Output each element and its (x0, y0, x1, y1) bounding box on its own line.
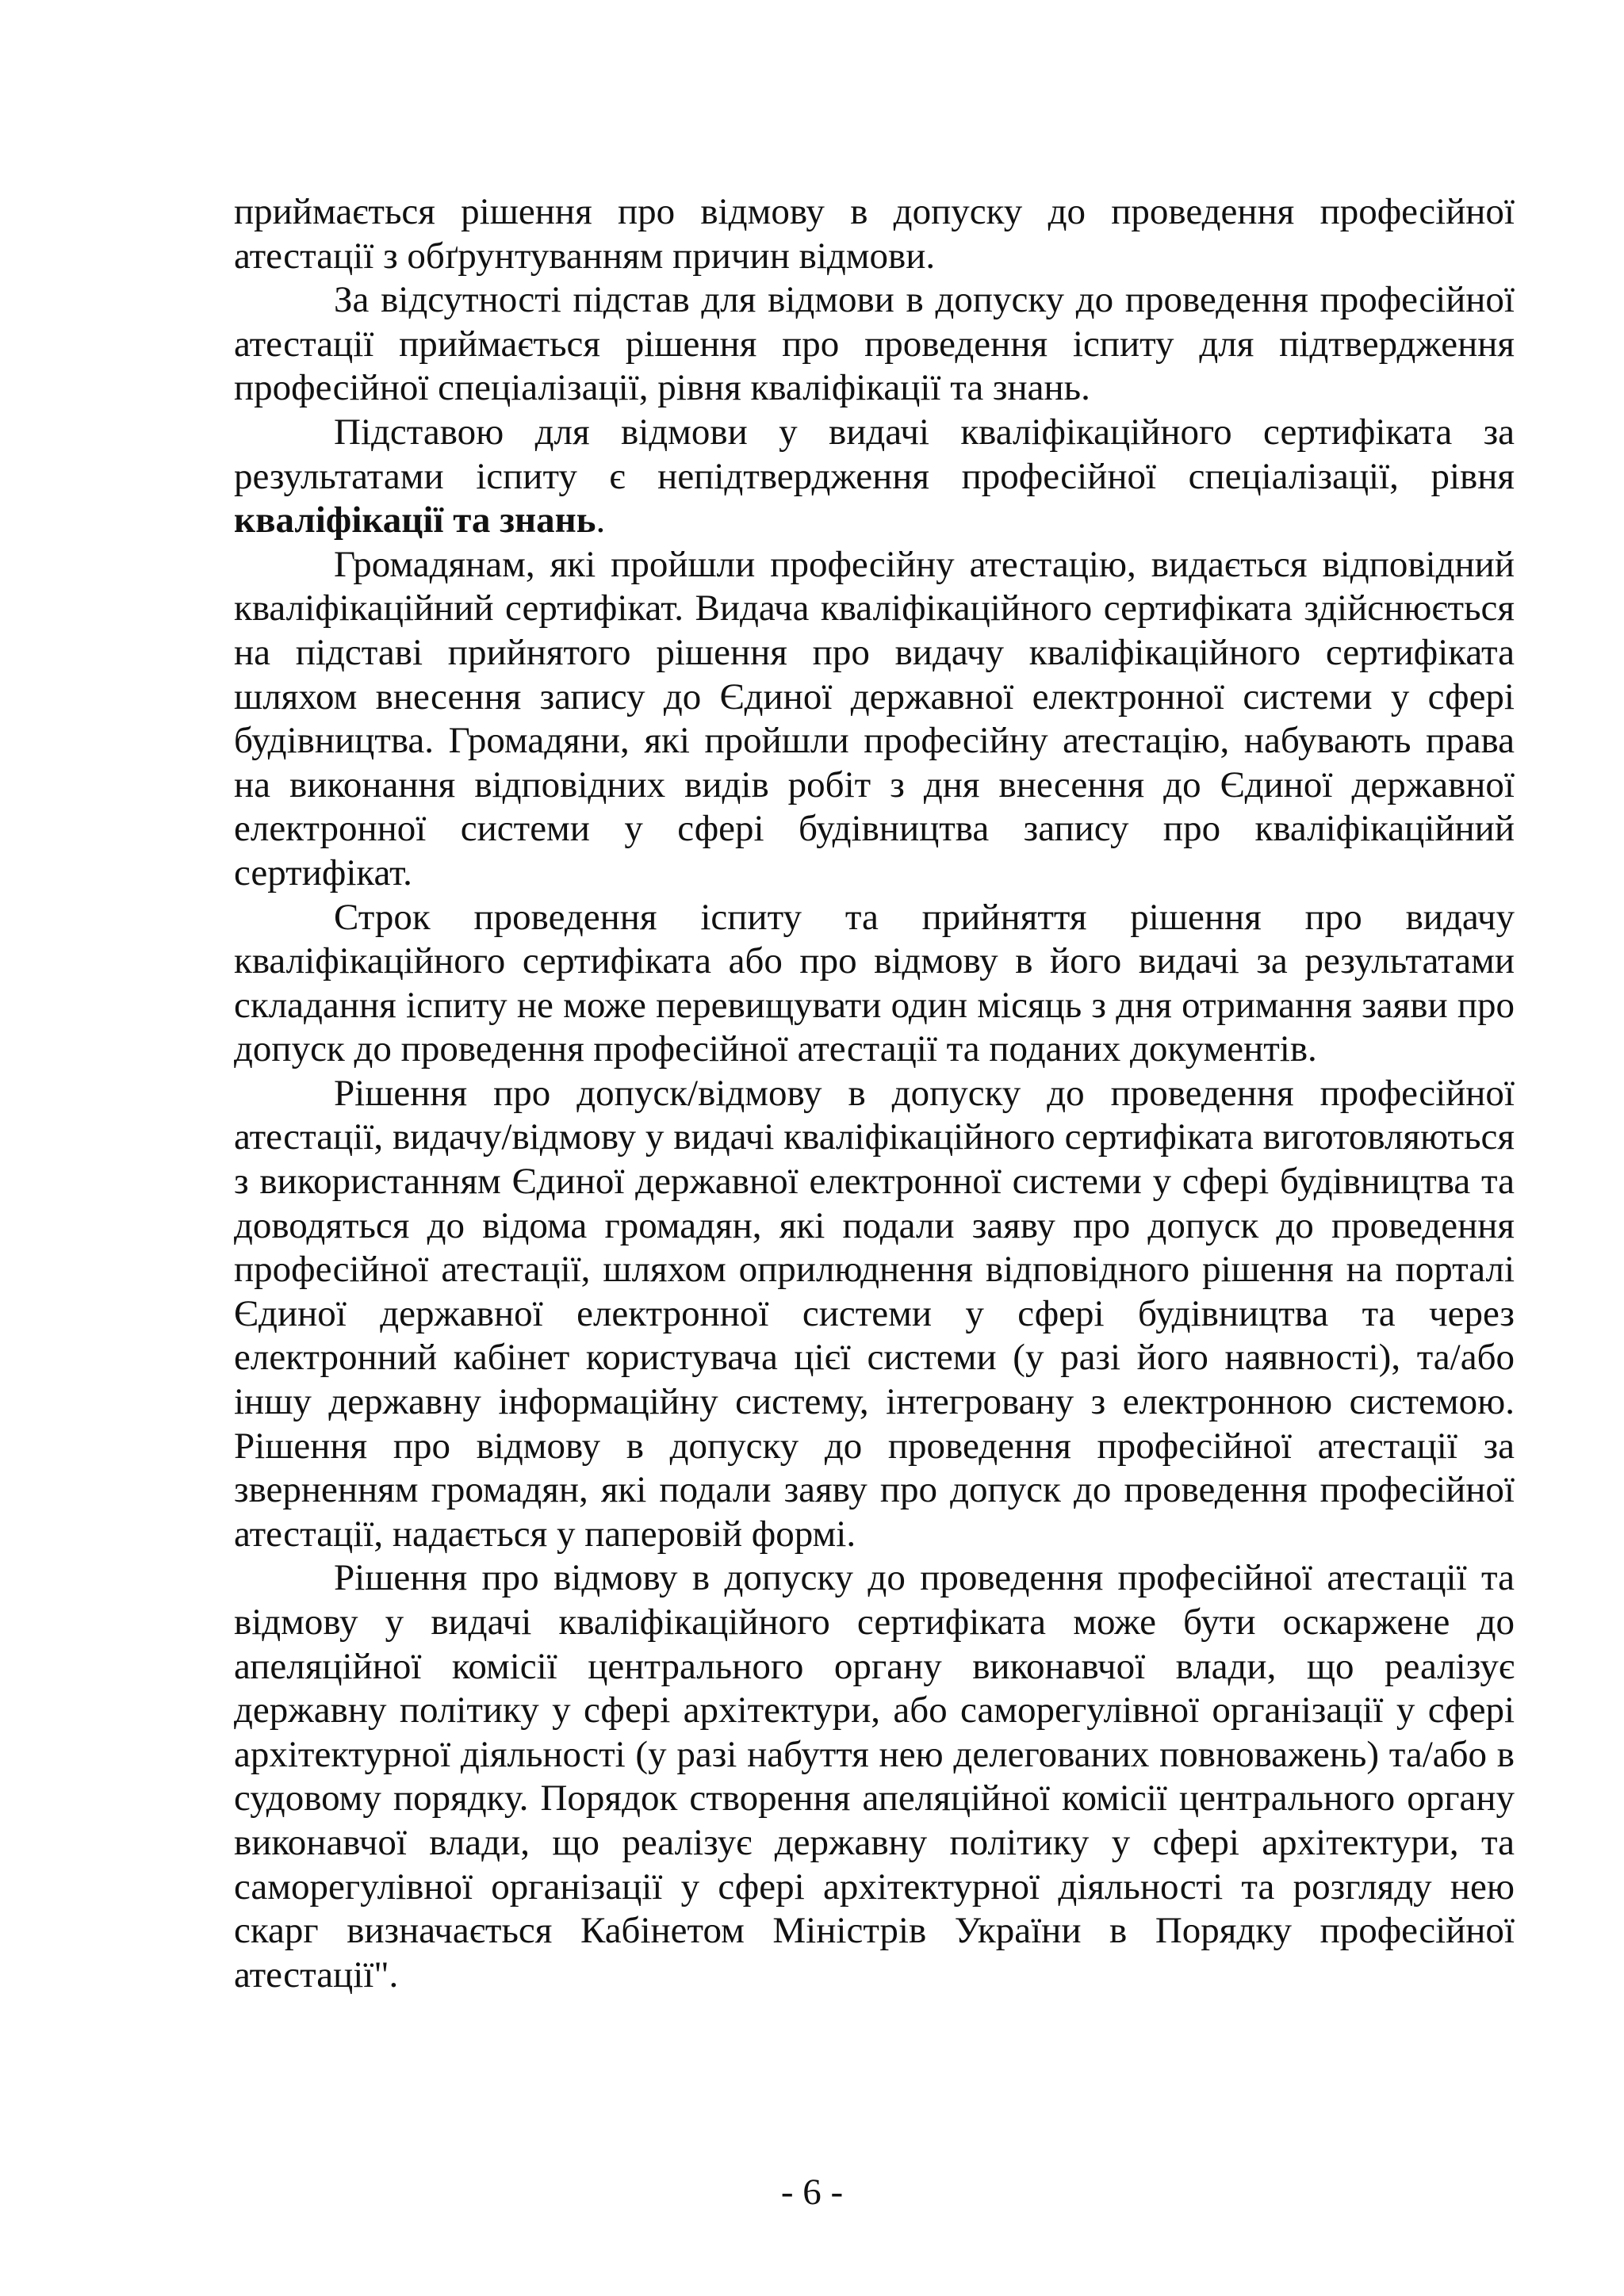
paragraph-3-end: . (596, 499, 606, 541)
paragraph-4: Громадянам, які пройшли професійну атестацію, видається відповідний кваліфікаційний сертифікат. Видача кваліфікаційного сертифіката здійснюється на підставі прийнятого рішення про видачу кваліфікаційного сертифіката шляхом внесення запису до Єдиної державної електронної системи у сфері будівництва. Громадяни, які пройшли професійну атестацію, набувають права на виконання відповідних видів робіт з дня внесення до Єдиної державної електронної системи у сфері будівництва запису про кваліфікаційний сертифікат. (234, 543, 1515, 894)
page-number: - 6 - (780, 2172, 844, 2213)
paragraph-7: Рішення про відмову в допуску до проведення професійної атестації та відмову у видачі кваліфікаційного сертифіката може бути оскаржене до апеляційної комісії центрального органу виконавчої влади, що реалізує державну політику у сфері архітектури, або саморегулівної організації у сфері архітектурної діяльності (у разі набуття нею делегованих повноважень) та/або в судовому порядку. Порядок створення апеляційної комісії центрального органу виконавчої влади, що реалізує державну політику у сфері архітектури, та саморегулівної організації у сфері архітектурної діяльності та розгляду нею скарг визначається Кабінетом Міністрів України в Порядку професійної атестації". (234, 1557, 1515, 1996)
paragraph-3-text: Підставою для відмови у видачі кваліфікаційного сертифіката за результатами іспиту є непідтвердження професійної спеціалізації, рівня (234, 411, 1515, 497)
paragraph-6: Рішення про допуск/відмову в допуску до проведення професійної атестації, видачу/відмову у видачі кваліфікаційного сертифіката виготовляються з використанням Єдиної державної електронної системи у сфері будівництва та доводяться до відома громадян, які подали заяву про допуск до проведення професійної атестації, шляхом оприлюднення відповідного рішення на порталі Єдиної державної електронної системи у сфері будівництва та через електронний кабінет користувача цієї системи (у разі його наявності), та/або іншу державну інформаційну систему, інтегровану з електронною системою. Рішення про відмову в допуску до проведення професійної атестації за зверненням громадян, які подали заяву про допуск до проведення професійної атестації, надається у паперовій формі. (234, 1072, 1515, 1555)
paragraph-3 (234, 411, 1515, 543)
paragraph-5: Строк проведення іспиту та прийняття рішення про видачу кваліфікаційного сертифіката або про відмову в його видачі за результатами складання іспиту не може перевищувати один місяць з дня отримання заяви про допуск до проведення професійної атестації та поданих документів. (234, 896, 1515, 1070)
paragraph-2: За відсутності підстав для відмови в допуску до проведення професійної атестації приймається рішення про проведення іспиту для підтвердження професійної спеціалізації, рівня кваліфікації та знань. (234, 279, 1515, 409)
paragraph-1: приймається рішення про відмову в допуску до проведення професійної атестації з обґрунтуванням причин відмови. (234, 191, 1515, 277)
paragraph-3-bold-text: кваліфікації та знань (234, 499, 596, 541)
body-text (234, 190, 1515, 1997)
